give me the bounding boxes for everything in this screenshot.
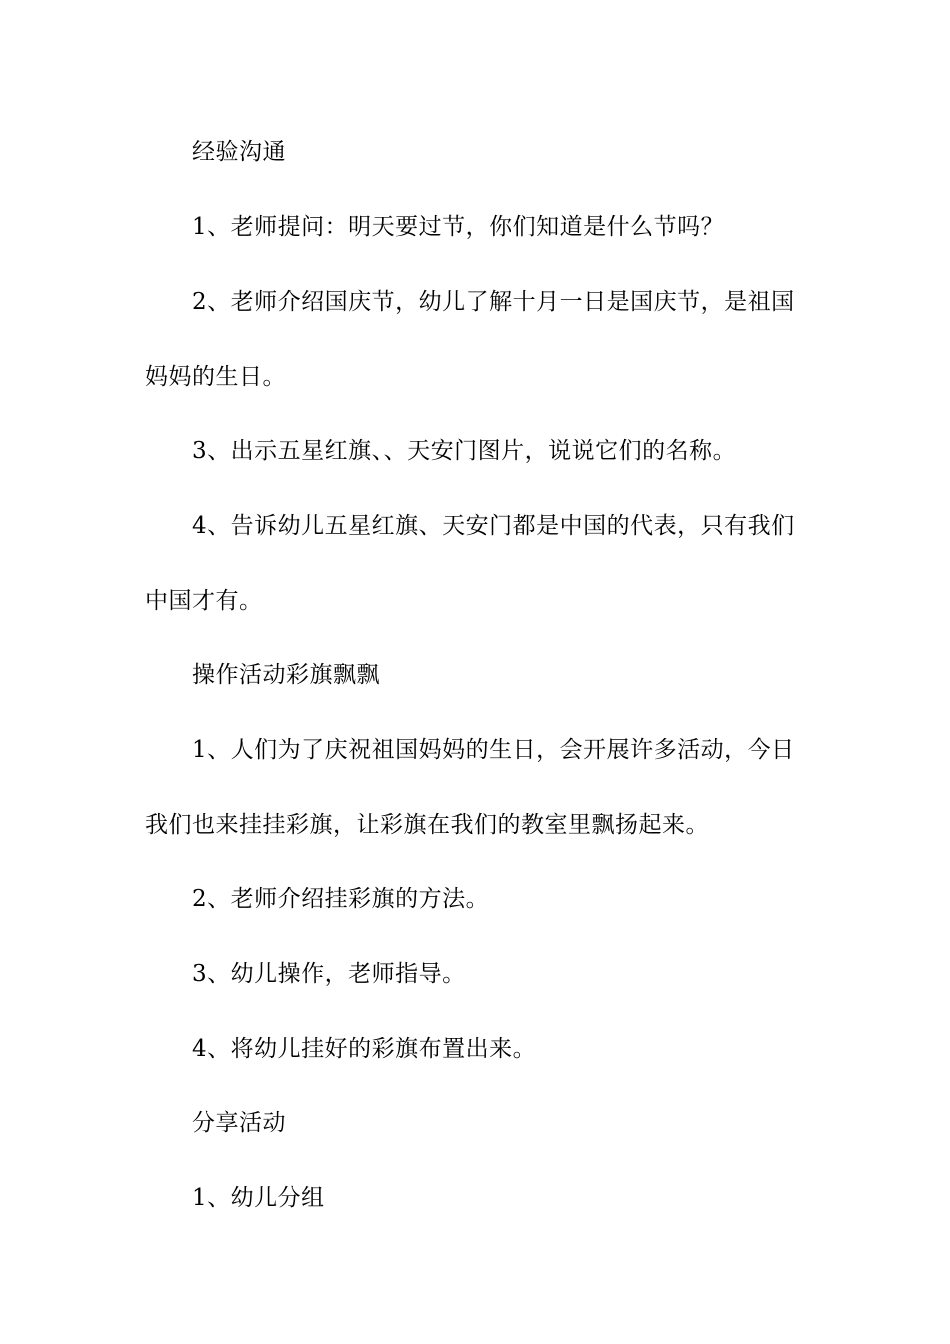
section-heading-activity: 操作活动彩旗飘飘 xyxy=(192,662,380,688)
section-heading-experience: 经验沟通 xyxy=(192,139,286,165)
paragraph-line: 4、告诉幼儿五星红旗、天安门都是中国的代表，只有我们 xyxy=(192,513,795,539)
paragraph-line: 1、幼儿分组 xyxy=(192,1185,325,1211)
section-heading-sharing: 分享活动 xyxy=(192,1110,286,1136)
paragraph-line: 4、将幼儿挂好的彩旗布置出来。 xyxy=(192,1036,537,1062)
paragraph-line: 我们也来挂挂彩旗，让彩旗在我们的教室里飘扬起来。 xyxy=(145,812,709,838)
paragraph-line: 1、老师提问：明天要过节，你们知道是什么节吗？ xyxy=(192,214,725,240)
paragraph-line: 2、老师介绍国庆节，幼儿了解十月一日是国庆节，是祖国 xyxy=(192,289,795,315)
paragraph-line: 妈妈的生日。 xyxy=(145,364,286,390)
paragraph-line: 1、人们为了庆祝祖国妈妈的生日，会开展许多活动，今日 xyxy=(192,737,795,763)
paragraph-line: 2、老师介绍挂彩旗的方法。 xyxy=(192,886,490,912)
paragraph-line: 中国才有。 xyxy=(145,588,263,614)
paragraph-line: 3、幼儿操作，老师指导。 xyxy=(192,961,466,987)
paragraph-line: 3、出示五星红旗、、天安门图片，说说它们的名称。 xyxy=(192,438,737,464)
